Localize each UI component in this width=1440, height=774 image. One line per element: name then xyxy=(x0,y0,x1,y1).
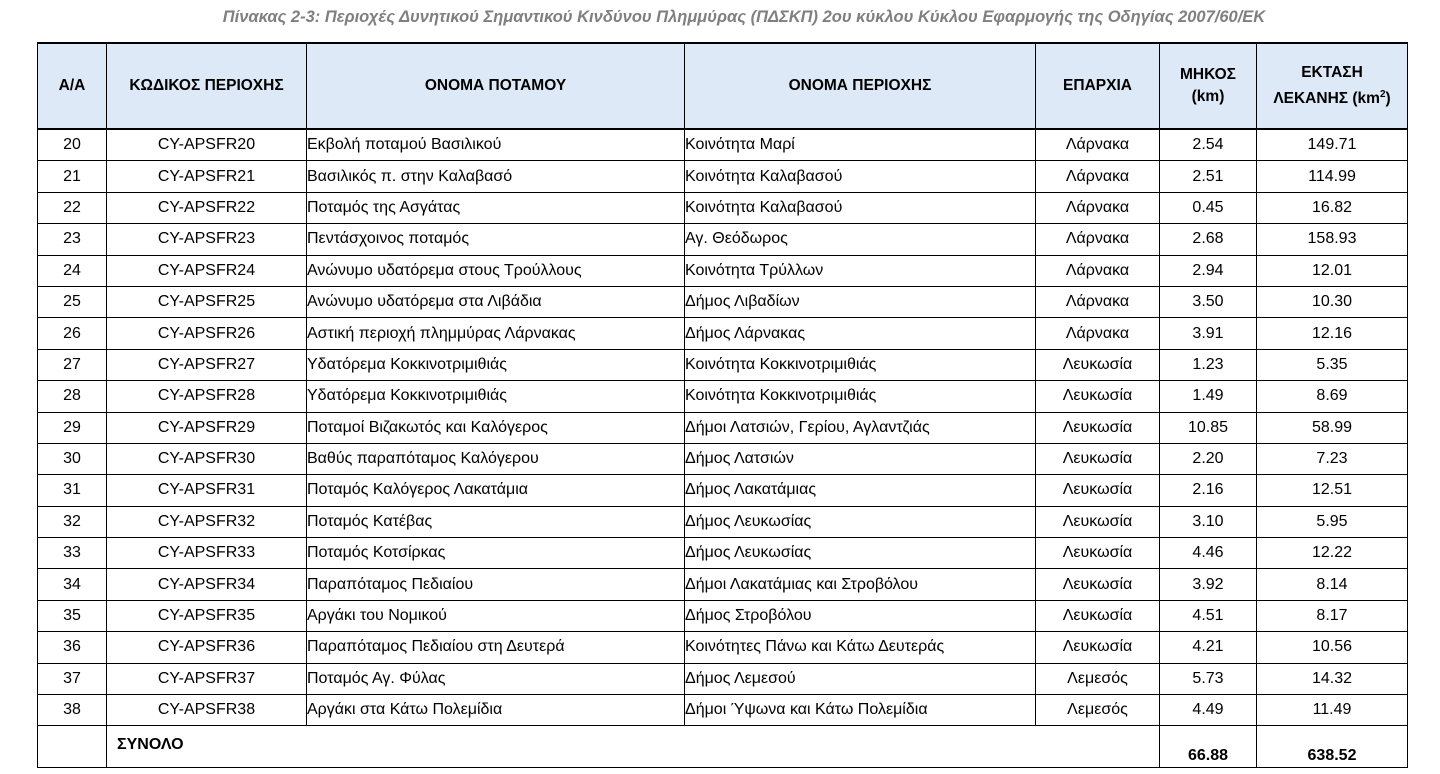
cell-river-name: Ποταμός Αγ. Φύλας xyxy=(307,663,685,694)
cell-district: Λευκωσία xyxy=(1036,632,1160,663)
cell-basin-area: 12.22 xyxy=(1257,538,1408,569)
table-row xyxy=(38,412,1408,443)
cell-basin-area: 58.99 xyxy=(1257,412,1408,443)
cell-basin-area: 10.56 xyxy=(1257,632,1408,663)
header-basin-line1: ΕΚΤΑΣΗ xyxy=(1301,63,1363,81)
header-length-line1: ΜΗΚΟΣ xyxy=(1180,66,1236,83)
cell-area-code: CY-APSFR31 xyxy=(107,475,307,506)
table-row xyxy=(38,632,1408,663)
cell-district: Λάρνακα xyxy=(1036,286,1160,317)
cell-length: 4.49 xyxy=(1160,695,1257,726)
cell-area-name: Κοινότητα Καλαβασού xyxy=(685,161,1036,192)
cell-length: 5.73 xyxy=(1160,663,1257,694)
cell-length: 2.54 xyxy=(1160,129,1257,161)
cell-length: 2.94 xyxy=(1160,255,1257,286)
cell-area-code: CY-APSFR21 xyxy=(107,161,307,192)
cell-length: 10.85 xyxy=(1160,412,1257,443)
cell-river-name: Αργάκι στα Κάτω Πολεμίδια xyxy=(307,695,685,726)
table-row xyxy=(38,318,1408,349)
cell-district: Λάρνακα xyxy=(1036,318,1160,349)
cell-district: Λευκωσία xyxy=(1036,412,1160,443)
total-basin: 638.52 xyxy=(1257,726,1408,767)
table-row xyxy=(38,695,1408,726)
cell-aa: 23 xyxy=(38,224,107,255)
cell-aa: 30 xyxy=(38,443,107,474)
cell-area-name: Δήμοι Λακατάμιας και Στροβόλου xyxy=(685,569,1036,600)
cell-river-name: Ποταμός Κοτσίρκας xyxy=(307,538,685,569)
cell-area-name: Κοινότητα Μαρί xyxy=(685,129,1036,161)
cell-area-code: CY-APSFR34 xyxy=(107,569,307,600)
cell-basin-area: 16.82 xyxy=(1257,192,1408,223)
cell-length: 2.20 xyxy=(1160,443,1257,474)
cell-area-name: Κοινότητα Κοκκινοτριμιθιάς xyxy=(685,381,1036,412)
table-header xyxy=(38,43,1408,129)
cell-district: Λευκωσία xyxy=(1036,443,1160,474)
table-row xyxy=(38,569,1408,600)
cell-basin-area: 11.49 xyxy=(1257,695,1408,726)
cell-basin-area: 10.30 xyxy=(1257,286,1408,317)
cell-district: Λάρνακα xyxy=(1036,161,1160,192)
cell-length: 2.16 xyxy=(1160,475,1257,506)
cell-aa: 25 xyxy=(38,286,107,317)
cell-river-name: Πεντάσχοινος ποταμός xyxy=(307,224,685,255)
header-length xyxy=(1160,43,1257,129)
cell-district: Λάρνακα xyxy=(1036,224,1160,255)
cell-area-code: CY-APSFR30 xyxy=(107,443,307,474)
header-length-line2: (km) xyxy=(1191,88,1225,105)
cell-length: 2.51 xyxy=(1160,161,1257,192)
cell-aa: 20 xyxy=(38,129,107,161)
cell-basin-area: 7.23 xyxy=(1257,443,1408,474)
cell-length: 3.10 xyxy=(1160,506,1257,537)
cell-basin-area: 149.71 xyxy=(1257,129,1408,161)
table-row xyxy=(38,161,1408,192)
header-area-name: ΟΝΟΜΑ ΠΕΡΙΟΧΗΣ xyxy=(685,43,1036,129)
cell-river-name: Εκβολή ποταμού Βασιλικού xyxy=(307,129,685,161)
cell-basin-area: 114.99 xyxy=(1257,161,1408,192)
cell-basin-area: 158.93 xyxy=(1257,224,1408,255)
cell-aa: 21 xyxy=(38,161,107,192)
cell-basin-area: 12.01 xyxy=(1257,255,1408,286)
table-row xyxy=(38,663,1408,694)
table-row xyxy=(38,443,1408,474)
cell-area-name: Κοινότητα Τρύλλων xyxy=(685,255,1036,286)
cell-area-code: CY-APSFR38 xyxy=(107,695,307,726)
cell-basin-area: 14.32 xyxy=(1257,663,1408,694)
cell-river-name: Παραπόταμος Πεδιαίου στη Δευτερά xyxy=(307,632,685,663)
table-row xyxy=(38,286,1408,317)
cell-area-code: CY-APSFR27 xyxy=(107,349,307,380)
cell-aa: 31 xyxy=(38,475,107,506)
cell-area-code: CY-APSFR23 xyxy=(107,224,307,255)
table-row xyxy=(38,255,1408,286)
cell-river-name: Αστική περιοχή πλημμύρας Λάρνακας xyxy=(307,318,685,349)
cell-basin-area: 12.16 xyxy=(1257,318,1408,349)
total-length: 66.88 xyxy=(1160,726,1257,767)
cell-aa: 28 xyxy=(38,381,107,412)
cell-area-name: Δήμος Λάρνακας xyxy=(685,318,1036,349)
cell-area-name: Δήμοι Λατσιών, Γερίου, Αγλαντζιάς xyxy=(685,412,1036,443)
header-basin-line2: ΛΕΚΑΝΗΣ (km xyxy=(1273,90,1380,108)
cell-length: 4.51 xyxy=(1160,600,1257,631)
cell-river-name: Ανώνυμο υδατόρεμα στα Λιβάδια xyxy=(307,286,685,317)
table-row xyxy=(38,381,1408,412)
cell-length: 0.45 xyxy=(1160,192,1257,223)
cell-river-name: Βασιλικός π. στην Καλαβασό xyxy=(307,161,685,192)
cell-district: Λευκωσία xyxy=(1036,538,1160,569)
cell-area-name: Δήμος Στροβόλου xyxy=(685,600,1036,631)
cell-length: 3.50 xyxy=(1160,286,1257,317)
cell-basin-area: 8.17 xyxy=(1257,600,1408,631)
cell-river-name: Βαθύς παραπόταμος Καλόγερου xyxy=(307,443,685,474)
cell-basin-area: 12.51 xyxy=(1257,475,1408,506)
flood-risk-areas-table xyxy=(37,42,1408,768)
cell-area-name: Κοινότητα Κοκκινοτριμιθιάς xyxy=(685,349,1036,380)
cell-river-name: Ποταμός Κατέβας xyxy=(307,506,685,537)
cell-river-name: Αργάκι του Νομικού xyxy=(307,600,685,631)
cell-area-code: CY-APSFR22 xyxy=(107,192,307,223)
cell-area-name: Αγ. Θεόδωρος xyxy=(685,224,1036,255)
cell-district: Λευκωσία xyxy=(1036,569,1160,600)
cell-aa: 34 xyxy=(38,569,107,600)
cell-basin-area: 5.35 xyxy=(1257,349,1408,380)
total-label: ΣΥΝΟΛΟ xyxy=(107,726,1160,767)
cell-district: Λεμεσός xyxy=(1036,663,1160,694)
table-row xyxy=(38,538,1408,569)
cell-area-code: CY-APSFR25 xyxy=(107,286,307,317)
table-body xyxy=(38,129,1408,726)
header-river-name: ΟΝΟΜΑ ΠΟΤΑΜΟΥ xyxy=(307,43,685,129)
cell-river-name: Ποταμός της Ασγάτας xyxy=(307,192,685,223)
cell-district: Λάρνακα xyxy=(1036,255,1160,286)
table-row xyxy=(38,129,1408,161)
cell-length: 4.46 xyxy=(1160,538,1257,569)
cell-length: 1.23 xyxy=(1160,349,1257,380)
cell-area-code: CY-APSFR32 xyxy=(107,506,307,537)
cell-aa: 22 xyxy=(38,192,107,223)
cell-area-code: CY-APSFR37 xyxy=(107,663,307,694)
cell-district: Λευκωσία xyxy=(1036,506,1160,537)
cell-district: Λεμεσός xyxy=(1036,695,1160,726)
cell-length: 2.68 xyxy=(1160,224,1257,255)
cell-district: Λευκωσία xyxy=(1036,349,1160,380)
cell-aa: 27 xyxy=(38,349,107,380)
header-basin-area xyxy=(1257,43,1408,129)
cell-area-code: CY-APSFR33 xyxy=(107,538,307,569)
cell-area-code: CY-APSFR36 xyxy=(107,632,307,663)
header-aa: Α/Α xyxy=(38,43,107,129)
cell-area-name: Δήμοι Ύψωνα και Κάτω Πολεμίδια xyxy=(685,695,1036,726)
header-district: ΕΠΑΡΧΙΑ xyxy=(1036,43,1160,129)
cell-area-name: Δήμος Λευκωσίας xyxy=(685,538,1036,569)
table-row xyxy=(38,600,1408,631)
cell-river-name: Ποταμοί Βιζακωτός και Καλόγερος xyxy=(307,412,685,443)
table-row xyxy=(38,475,1408,506)
header-basin-close: ) xyxy=(1385,90,1391,108)
cell-aa: 38 xyxy=(38,695,107,726)
cell-length: 3.92 xyxy=(1160,569,1257,600)
cell-district: Λάρνακα xyxy=(1036,192,1160,223)
header-basin-sup: 2 xyxy=(1379,88,1386,100)
cell-aa: 32 xyxy=(38,506,107,537)
header-row xyxy=(38,43,1408,129)
cell-basin-area: 8.14 xyxy=(1257,569,1408,600)
cell-length: 1.49 xyxy=(1160,381,1257,412)
cell-aa: 36 xyxy=(38,632,107,663)
cell-aa: 24 xyxy=(38,255,107,286)
cell-aa: 33 xyxy=(38,538,107,569)
cell-district: Λάρνακα xyxy=(1036,129,1160,161)
cell-length: 4.21 xyxy=(1160,632,1257,663)
cell-aa: 26 xyxy=(38,318,107,349)
cell-basin-area: 8.69 xyxy=(1257,381,1408,412)
cell-area-code: CY-APSFR26 xyxy=(107,318,307,349)
table-row xyxy=(38,192,1408,223)
header-area-code: ΚΩΔΙΚΟΣ ΠΕΡΙΟΧΗΣ xyxy=(107,43,307,129)
cell-area-name: Κοινότητες Πάνω και Κάτω Δευτεράς xyxy=(685,632,1036,663)
table-row xyxy=(38,224,1408,255)
cell-area-code: CY-APSFR29 xyxy=(107,412,307,443)
cell-area-name: Δήμος Λατσιών xyxy=(685,443,1036,474)
cell-aa: 35 xyxy=(38,600,107,631)
cell-district: Λευκωσία xyxy=(1036,600,1160,631)
cell-area-name: Κοινότητα Καλαβασού xyxy=(685,192,1036,223)
cell-river-name: Παραπόταμος Πεδιαίου xyxy=(307,569,685,600)
cell-aa: 37 xyxy=(38,663,107,694)
cell-area-name: Δήμος Λιβαδίων xyxy=(685,286,1036,317)
total-aa-cell xyxy=(38,726,107,767)
table-row xyxy=(38,506,1408,537)
cell-river-name: Υδατόρεμα Κοκκινοτριμιθιάς xyxy=(307,349,685,380)
cell-area-code: CY-APSFR28 xyxy=(107,381,307,412)
cell-length: 3.91 xyxy=(1160,318,1257,349)
cell-area-code: CY-APSFR20 xyxy=(107,129,307,161)
cell-aa: 29 xyxy=(38,412,107,443)
table-footer xyxy=(38,726,1408,767)
table-caption: Πίνακας 2-3: Περιοχές Δυνητικού Σημαντικού Κινδύνου Πλημμύρας (ΠΔΣΚΠ) 2ου κύκλου Κύκλου Εφαρμογής της Οδηγίας 2007/60/ΕΚ xyxy=(222,8,1266,26)
cell-area-name: Δήμος Λακατάμιας xyxy=(685,475,1036,506)
cell-basin-area: 5.95 xyxy=(1257,506,1408,537)
cell-district: Λευκωσία xyxy=(1036,475,1160,506)
cell-river-name: Ανώνυμο υδατόρεμα στους Τρούλλους xyxy=(307,255,685,286)
cell-area-code: CY-APSFR35 xyxy=(107,600,307,631)
total-row xyxy=(38,726,1408,767)
cell-district: Λευκωσία xyxy=(1036,381,1160,412)
table-row xyxy=(38,349,1408,380)
cell-area-code: CY-APSFR24 xyxy=(107,255,307,286)
cell-area-name: Δήμος Λεμεσού xyxy=(685,663,1036,694)
cell-river-name: Ποταμός Καλόγερος Λακατάμια xyxy=(307,475,685,506)
cell-river-name: Υδατόρεμα Κοκκινοτριμιθιάς xyxy=(307,381,685,412)
cell-area-name: Δήμος Λευκωσίας xyxy=(685,506,1036,537)
